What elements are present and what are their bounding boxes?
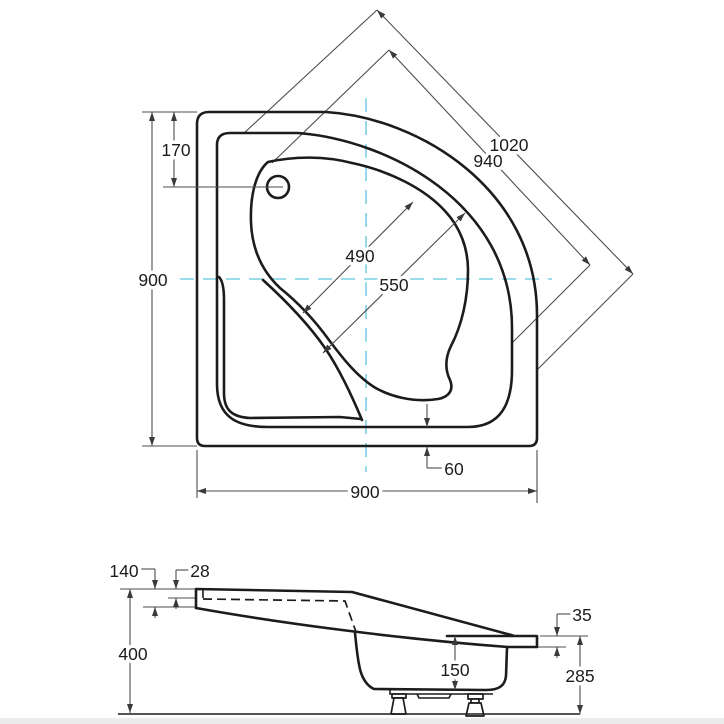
dim-label-140: 140: [109, 561, 139, 581]
dim-label-285: 285: [565, 666, 595, 686]
plan-view: [138, 10, 633, 503]
dim-label-170: 170: [161, 140, 191, 160]
dim-label-400: 400: [118, 644, 148, 664]
seat-step-edge: [219, 277, 361, 419]
hidden-inner-line: [203, 599, 356, 632]
apron-underside: [196, 608, 508, 647]
footer-strip: [0, 718, 724, 724]
dim-label-28: 28: [190, 561, 210, 581]
dim-label-940: 940: [473, 151, 503, 171]
dim-label-150: 150: [440, 660, 470, 680]
section-view: [109, 561, 594, 716]
adjustable-foot-left: [391, 698, 406, 714]
dim-label-900-bottom: 900: [350, 482, 380, 502]
ext-line: [537, 274, 633, 370]
ext-line: [272, 50, 389, 163]
dim-label-35: 35: [572, 605, 592, 625]
dim-label-900-left: 900: [138, 270, 168, 290]
ext-line: [512, 265, 590, 343]
dim-label-490: 490: [345, 246, 375, 266]
basin-bowl-profile: [355, 633, 507, 690]
dim-label-1020: 1020: [489, 135, 529, 155]
dim-label-550: 550: [379, 275, 409, 295]
dim-label-60: 60: [444, 459, 464, 479]
seat-edge-curve: [263, 280, 362, 420]
